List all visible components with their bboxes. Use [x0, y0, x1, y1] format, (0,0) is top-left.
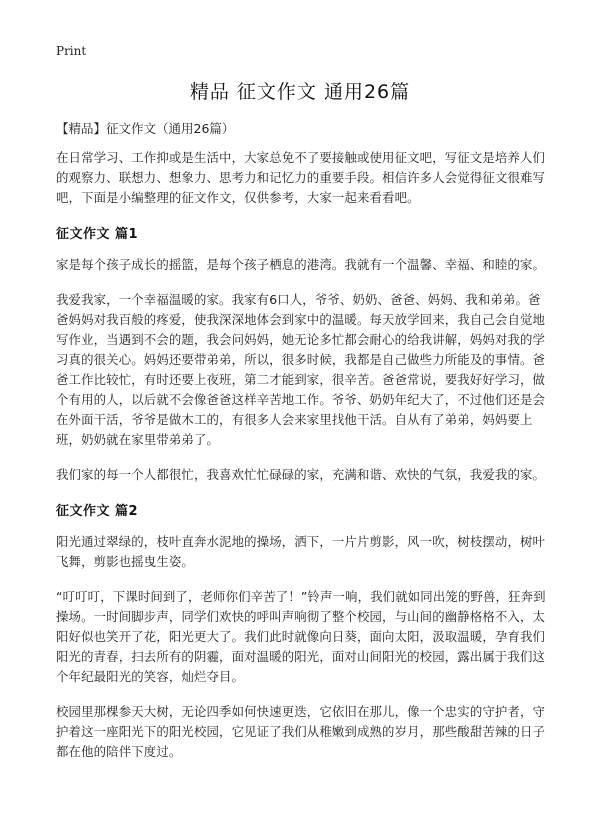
section-2-paragraph-3: 校园里那棵参天大树，无论四季如何快速更迭，它依旧在那儿，像一个忠实的守护者，守护着这一座阳光下的阳光校园，它见证了我们从稚嫩到成熟的岁月，那些酸甜苦辣的日子都在他的陪伴下度过。	[56, 704, 546, 759]
section-1-paragraph-1: 家是每个孩子成长的摇篮，是每个孩子栖息的港湾。我就有一个温馨、幸福、和睦的家。	[56, 257, 546, 272]
section-heading-1: 征文作文 篇1	[56, 227, 139, 242]
section-2-paragraph-1: 阳光通过翠绿的，枝叶直奔水泥地的操场，洒下，一片片剪影，风一吹，树枝摆动，树叶飞舞，剪影也摇曳生姿。	[56, 534, 546, 569]
document-title: 精品 征文作文 通用26篇	[189, 81, 411, 103]
print-label: Print	[56, 44, 87, 58]
section-1-paragraph-2: 我爱我家，一个幸福温暖的家。我家有6口人，爷爷、奶奶、爸爸、妈妈、我和弟弟。爸爸妈妈对我百般的疼爱，使我深深地体会到家中的温暖。每天放学回来，我自己会自觉地写作业，当遇到不会的题，我会问妈妈，她无论多忙都会耐心的给我讲解，妈妈对我的学习真的很关心。妈妈还要带弟弟，所以，很多时候，我都是自己做些力所能及的事情。爸爸工作比较忙，有时还要上夜班，第二才能到家，很辛苦。爸爸常说，要我好好学习，做个有用的人，以后就不会像爸爸这样辛苦地工作。爷爷、奶奶年纪大了，不过他们还是会在外面干活，爷爷是做木工的，有很多人会来家里找他干活。自从有了弟弟，妈妈要上班，奶奶就在家里带弟弟了。	[56, 292, 546, 447]
section-2-paragraph-2: “叮叮叮，下课时间到了，老师你们辛苦了！”铃声一响，我们就如同出笼的野兽，狂奔到操场。一时间脚步声，同学们欢快的呼叫声响彻了整个校园，与山间的幽静格格不入，太阳好似也笑开了花，阳光更大了。我们此时就像向日葵，面向太阳，汲取温暖，孕育我们阳光的青春，扫去所有的阴霾，面对温暖的阳光，面对山间阳光的校园，露出属于我们这个年纪最阳光的笑容，灿烂夺目。	[56, 589, 546, 684]
intro-paragraph: 在日常学习、工作抑或是生活中，大家总免不了要接触或使用征文吧，写征文是培养人们的观察力、联想力、想象力、思考力和记忆力的重要手段。相信许多人会觉得征文很难写吧，下面是小编整理的征文作文，仅供参考，大家一起来看看吧。	[56, 150, 546, 205]
document-body	[56, 148, 546, 777]
section-1-paragraph-3: 我们家的每一个人都很忙，我喜欢忙忙碌碌的家，充满和谐、欢快的气氛，我爱我的家。	[56, 467, 546, 482]
document-subtitle: 【精品】征文作文（通用26篇）	[56, 121, 235, 136]
section-heading-2: 征文作文 篇2	[56, 504, 139, 519]
